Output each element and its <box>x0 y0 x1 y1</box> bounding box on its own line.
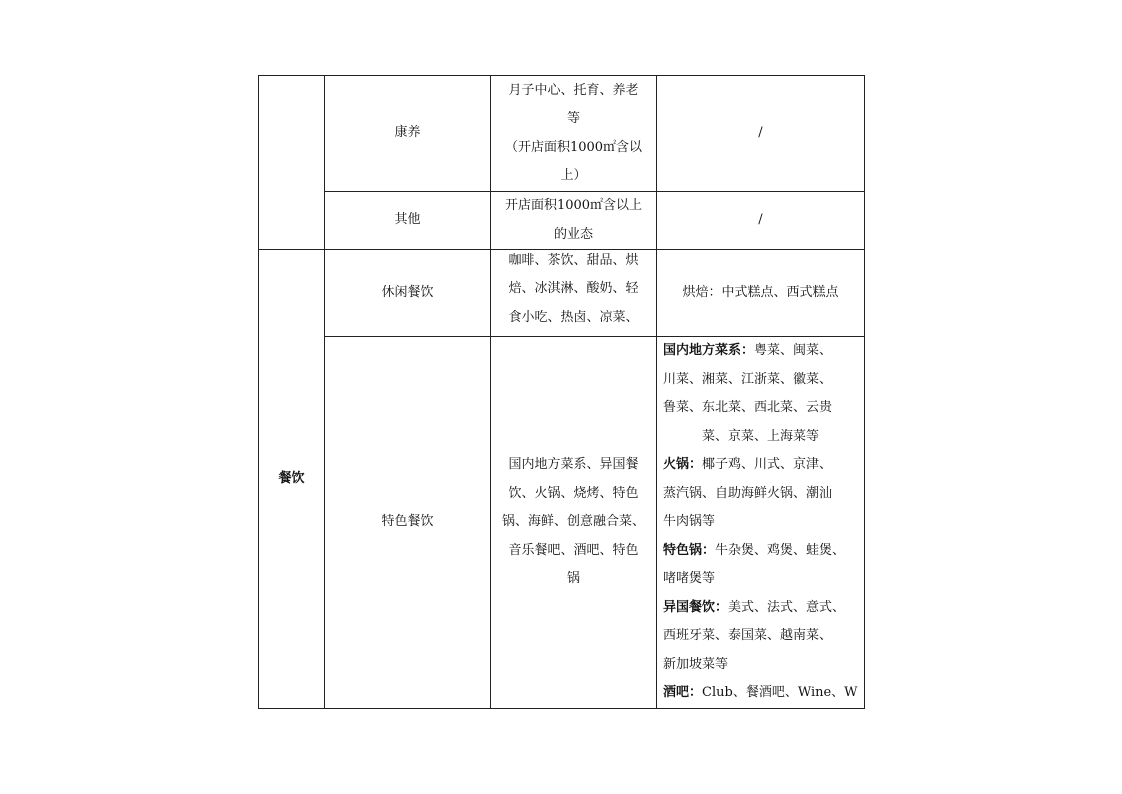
scope-line: 国内地方菜系、异国餐 <box>508 457 639 472</box>
detail-line: 菜、京菜、上海菜等 <box>701 428 819 444</box>
scope-line: 锅 <box>566 571 580 586</box>
scope-line: 上） <box>560 168 587 183</box>
scope-cell <box>491 192 657 250</box>
table-row-qita <box>259 192 865 250</box>
detail-line: 啫啫煲等 <box>663 571 716 586</box>
subtype-label: 其他 <box>394 212 421 228</box>
detail-cell <box>657 250 865 337</box>
detail-text: Club、餐酒吧、Wine、W <box>702 685 858 700</box>
subtype-label: 特色餐饮 <box>381 514 434 529</box>
scope-line: （开店面积1000㎡含以 <box>504 139 643 155</box>
detail-line: 新加坡菜等 <box>663 656 729 672</box>
detail-line: 西班牙菜、泰国菜、越南菜、 <box>663 628 833 643</box>
detail-cell <box>657 337 865 709</box>
detail-group-label: 特色锅： <box>663 542 716 558</box>
scope-line: 咖啡、茶饮、甜品、烘 <box>508 252 639 268</box>
scope-line: 音乐餐吧、酒吧、特色 <box>508 542 639 558</box>
detail-text: 美式、法式、意式、 <box>728 599 846 615</box>
detail-cell <box>657 192 865 250</box>
table-row-tese <box>259 337 865 709</box>
scope-clip <box>494 251 653 336</box>
detail-line <box>663 337 858 366</box>
scope-line: 月子中心、托育、养老 <box>508 82 639 98</box>
scope-cell <box>491 250 657 337</box>
detail-text: 烘焙：中式糕点、西式糕点 <box>682 284 839 300</box>
detail-text: 椰子鸡、川式、京津、 <box>702 457 833 472</box>
subtype-label: 康养 <box>394 125 421 141</box>
detail-text: / <box>758 125 763 141</box>
detail-line <box>663 451 858 480</box>
detail-line <box>663 679 858 708</box>
scope-line: 等 <box>566 111 580 126</box>
category-cell-empty <box>259 76 325 250</box>
detail-line: 牛肉锅等 <box>663 514 716 529</box>
detail-text: / <box>758 212 763 228</box>
detail-group-label: 异国餐饮： <box>663 599 729 615</box>
scope-line: 饮、火锅、烧烤、特色 <box>508 485 639 501</box>
detail-text: 粤菜、闽菜、 <box>754 343 833 358</box>
scope-line: 锅、海鲜、创意融合菜、 <box>501 514 645 529</box>
detail-group-label: 酒吧： <box>663 685 703 700</box>
scope-line: 的业态 <box>553 226 593 242</box>
table-row-kangyang <box>259 76 865 192</box>
subtype-cell <box>325 192 491 250</box>
detail-text: 牛杂煲、鸡煲、蛙煲、 <box>715 542 846 558</box>
detail-line: 川菜、湘菜、江浙菜、徽菜、 <box>663 371 833 387</box>
subtype-label: 休闲餐饮 <box>381 284 434 300</box>
detail-cell <box>657 76 865 192</box>
detail-line: 蒸汽锅、自助海鲜火锅、潮汕 <box>663 485 833 501</box>
scope-cell <box>491 337 657 709</box>
scope-line: 开店面积1000㎡含以上 <box>504 198 643 213</box>
subtype-cell <box>325 250 491 337</box>
subtype-cell <box>325 76 491 192</box>
subtype-cell <box>325 337 491 709</box>
detail-group-label: 国内地方菜系： <box>663 343 755 358</box>
table-row-xiuxian <box>259 250 865 337</box>
detail-line <box>663 537 858 566</box>
scope-line: 食小吃、热卤、凉菜、 <box>508 309 639 325</box>
scope-cell <box>491 76 657 192</box>
detail-line <box>663 594 858 623</box>
detail-line: 鲁菜、东北菜、西北菜、云贵 <box>663 400 833 415</box>
category-label: 餐饮 <box>278 470 305 486</box>
scope-line: 焙、冰淇淋、酸奶、轻 <box>508 281 639 296</box>
detail-group-label: 火锅： <box>663 457 703 472</box>
category-cell <box>259 250 325 709</box>
business-format-table <box>258 75 865 709</box>
